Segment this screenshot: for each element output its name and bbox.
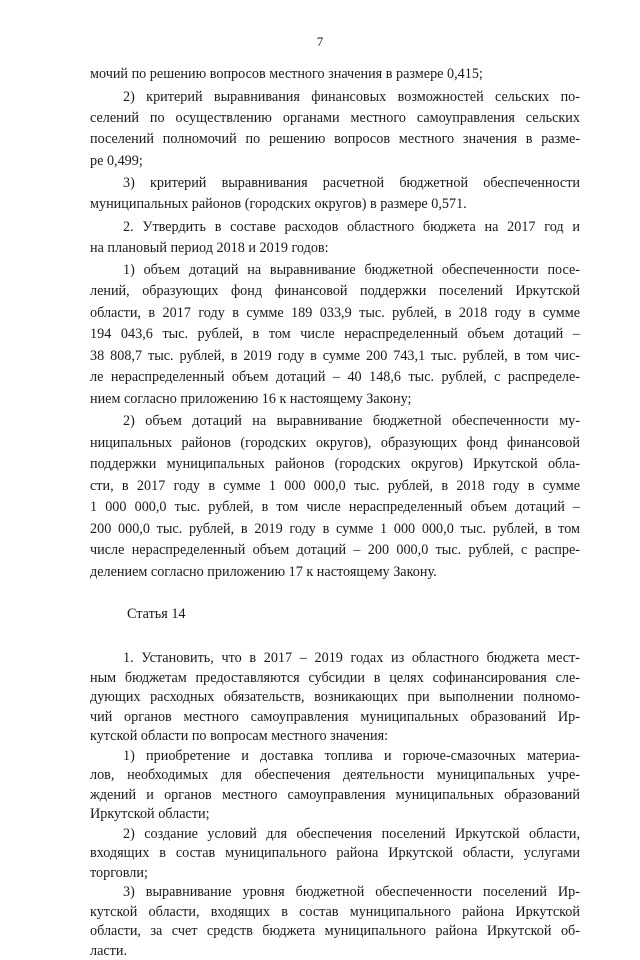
- text-line: поддержки муниципальных районов (городских округов) Иркутской обла-: [90, 456, 580, 472]
- text-line: кутской области по вопросам местного значения:: [90, 728, 389, 744]
- text-line: ре 0,499;: [90, 153, 143, 169]
- text-line: 2) объем дотаций на выравнивание бюджетной обеспеченности му-: [123, 413, 580, 429]
- text-line: 38 808,7 тыс. рублей, в 2019 году в сумме 200 743,1 тыс. рублей, в том чис-: [90, 348, 580, 364]
- text-line: 1) приобретение и доставка топлива и горюче-смазочных материа-: [123, 747, 580, 764]
- text-line: ласти.: [90, 942, 128, 959]
- text-line: на плановый период 2018 и 2019 годов:: [90, 240, 329, 256]
- text-line: дующих расходных обязательств, возникающих при выполнении полномо-: [90, 689, 580, 705]
- text-line: ниципальных районов (городских округов), образующих фонд финансовой: [90, 435, 580, 451]
- text-line: сти, в 2017 году в сумме 1 000 000,0 тыс. рублей, в 2018 году в сумме: [90, 478, 580, 494]
- text-line: области, в 2017 году в сумме 189 033,9 тыс. рублей, в 2018 году в сумме: [90, 305, 580, 321]
- text-line: 3) выравнивание уровня бюджетной обеспеченности поселений Ир-: [123, 884, 580, 900]
- text-line: селений по осуществлению органами местного самоуправления сельских: [90, 110, 580, 126]
- text-line: 194 043,6 тыс. рублей, в том числе нераспределенный объем дотаций –: [90, 326, 580, 342]
- text-line: числе нераспределенный объем дотаций – 200 000,0 тыс. рублей, с распре-: [90, 542, 580, 558]
- text-line: 200 000,0 тыс. рублей, в 2019 году в сумме 1 000 000,0 тыс. рублей, в том: [90, 521, 580, 537]
- page-number: 7: [316, 34, 324, 49]
- text-line: муниципальных районов (городских округов) в размере 0,571.: [90, 196, 467, 212]
- text-line: ле нераспределенный объем дотаций – 40 148,6 тыс. рублей, с распределе-: [90, 369, 580, 385]
- text-line: 1. Установить, что в 2017 – 2019 годах из областного бюджета мест-: [123, 650, 580, 666]
- text-line: торговли;: [90, 864, 148, 881]
- text-line: ным бюджетам предоставляются субсидии в целях софинансирования сле-: [90, 669, 580, 686]
- text-line: 2) критерий выравнивания финансовых возможностей сельских по-: [123, 89, 580, 105]
- text-line: 2. Утвердить в составе расходов областного бюджета на 2017 год и: [123, 219, 580, 235]
- text-line: 1) объем дотаций на выравнивание бюджетной обеспеченности посе-: [123, 262, 580, 278]
- text-line: нием согласно приложению 16 к настоящему Закону;: [90, 391, 412, 407]
- text-line: лений, образующих фонд финансовой поддержки поселений Иркутской: [90, 283, 580, 299]
- text-line: области, за счет средств бюджета муниципального района Иркутской об-: [90, 923, 580, 939]
- text-line: ждений и органов местного самоуправления муниципальных образований: [90, 786, 580, 803]
- text-line: 2) создание условий для обеспечения поселений Иркутской области,: [123, 825, 580, 842]
- text-line: кутской области, входящих в состав муниципального района Иркутской: [90, 903, 580, 920]
- text-line: мочий по решению вопросов местного значения в размере 0,415;: [90, 66, 483, 82]
- text-line: делением согласно приложению 17 к настоящему Закону.: [90, 564, 437, 580]
- text-line: входящих в состав муниципального района Иркутской области, услугами: [90, 845, 580, 861]
- text-line: 3) критерий выравнивания расчетной бюджетной обеспеченности: [123, 175, 580, 191]
- text-line: лов, необходимых для обеспечения деятельности муниципальных учре-: [90, 767, 580, 783]
- article-heading: Статья 14: [127, 606, 186, 622]
- text-line: 1 000 000,0 тыс. рублей, в том числе нераспределенный объем дотаций –: [90, 499, 580, 515]
- text-line: поселений полномочий по решению вопросов местного значения в разме-: [90, 131, 580, 147]
- text-line: чий органов местного самоуправления муниципальных образований Ир-: [90, 708, 580, 725]
- text-line: Иркутской области;: [90, 806, 210, 822]
